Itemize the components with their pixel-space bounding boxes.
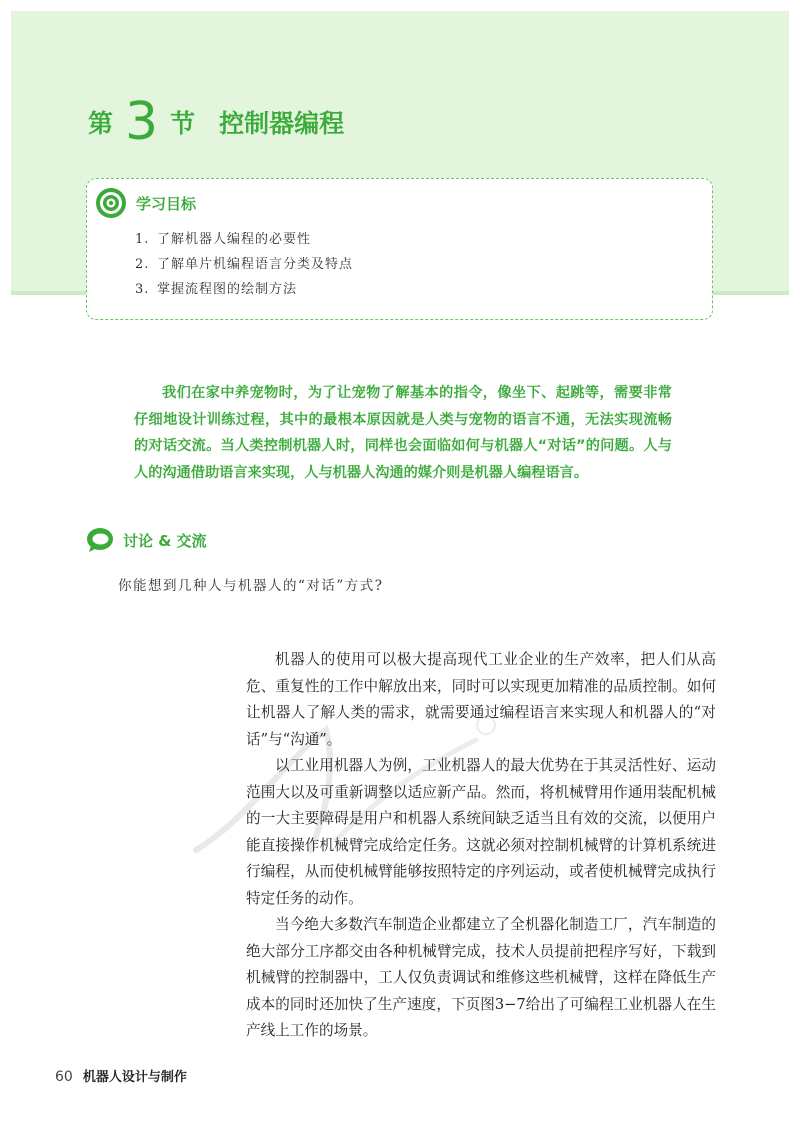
goal-number: 2. <box>135 257 150 272</box>
goal-item <box>135 256 353 281</box>
page-number: 60 <box>55 1069 73 1085</box>
learning-goals-header <box>95 187 196 219</box>
section-number: 3 <box>125 92 159 152</box>
goal-item <box>135 231 353 256</box>
section-name: 控制器编程 <box>219 109 345 138</box>
learning-goals-box <box>86 178 713 320</box>
goal-text: 了解机器人编程的必要性 <box>157 232 312 247</box>
discussion-header <box>86 527 207 553</box>
discussion-question: 你能想到几种人与机器人的“对话”方式? <box>118 578 384 594</box>
goal-number: 1. <box>135 232 150 247</box>
book-title: 机器人设计与制作 <box>82 1070 187 1085</box>
target-icon <box>95 187 127 219</box>
page-footer <box>55 1066 187 1085</box>
learning-goals-title: 学习目标 <box>136 194 197 213</box>
section-title <box>88 92 344 152</box>
goal-number: 3. <box>135 282 150 297</box>
body-paragraph: 以工业用机器人为例，工业机器人的最大优势在于其灵活性好、运动范围大以及可重新调整以适应新产品。然而，将机械臂用作通用装配机械的一大主要障碍是用户和机器人系统间缺乏适当且有效的交流，以便用户能直接操作机械臂完成给定任务。这就必须对控制机械臂的计算机系统进行编程，从而使机械臂能够按照特定的序列运动，或者使机械臂完成执行特定任务的动作。 <box>246 757 716 907</box>
learning-goals-list <box>135 231 353 306</box>
body-paragraph: 当今绝大多数汽车制造企业都建立了全机器化制造工厂，汽车制造的绝大部分工序都交由各种机械臂完成，技术人员提前把程序写好，下载到机械臂的控制器中，工人仅负责调试和维修这些机械臂，这样在降低生产成本的同时还加快了生产速度，下页图3−7给出了可编程工业机器人在生产线上工作的场景。 <box>246 916 716 1039</box>
section-prefix: 第 <box>88 109 114 138</box>
goal-text: 掌握流程图的绘制方法 <box>157 282 298 297</box>
goal-item <box>135 281 353 306</box>
discussion-title: 讨论 & 交流 <box>123 531 207 550</box>
section-suffix: 节 <box>170 109 196 138</box>
body-paragraph: 机器人的使用可以极大提高现代工业企业的生产效率，把人们从高危、重复性的工作中解放出来，同时可以实现更加精准的品质控制。如何让机器人了解人类的需求，就需要通过编程语言来实现人和机器人的“对话”与“沟通”。 <box>246 651 716 748</box>
intro-paragraph: 我们在家中养宠物时，为了让宠物了解基本的指令，像坐下、起跳等，需要非常仔细地设计训练过程，其中的最根本原因就是人类与宠物的语言不通，无法实现流畅的对话交流。当人类控制机器人时，同样也会面临如何与机器人“对话”的问题。人与人的沟通借助语言来实现，人与机器人沟通的媒介则是机器人编程语言。 <box>134 385 672 481</box>
goal-text: 了解单片机编程语言分类及特点 <box>157 257 354 272</box>
speech-bubble-icon <box>86 527 114 553</box>
body-text <box>246 647 716 1045</box>
